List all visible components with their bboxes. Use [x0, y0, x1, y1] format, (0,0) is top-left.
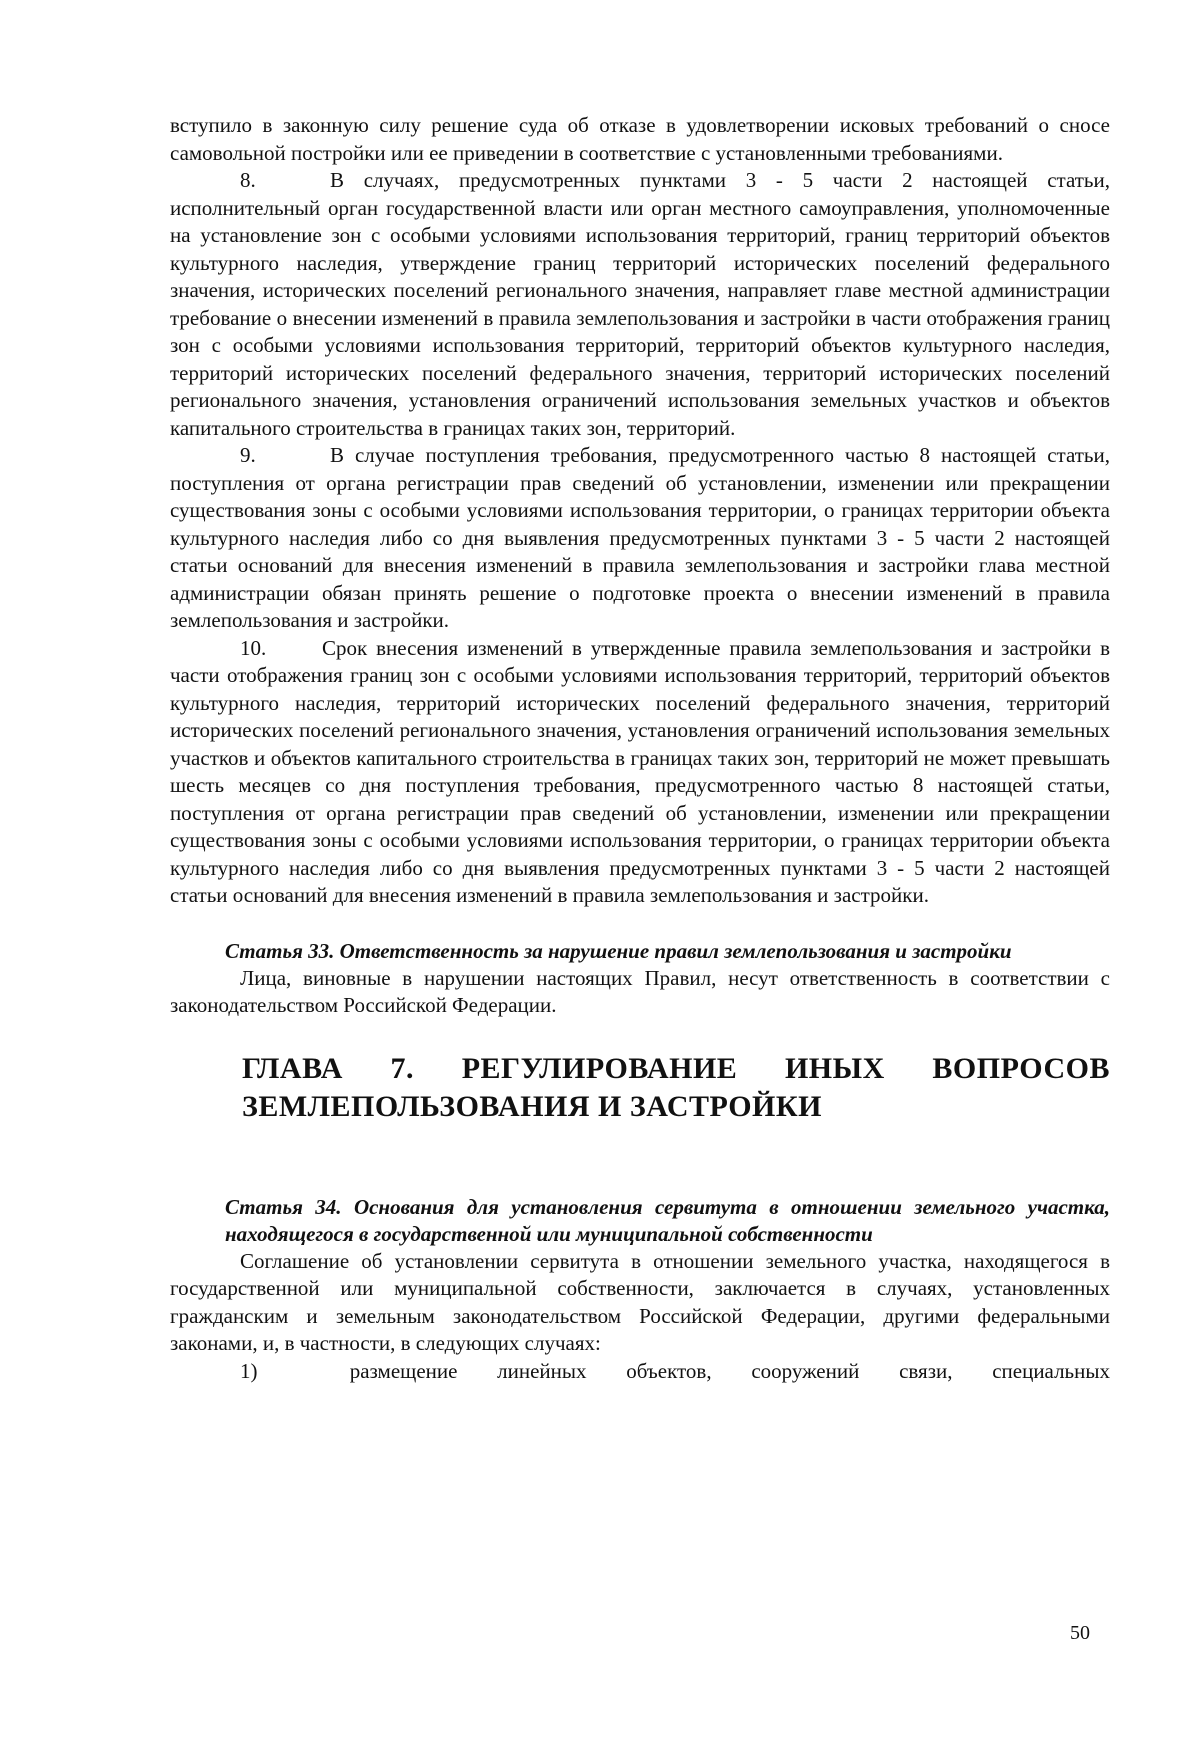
- chapter-word: ИНЫХ: [784, 1051, 885, 1085]
- item-word: линейных: [497, 1358, 587, 1383]
- article-34-text: Соглашение об установлении сервитута в отношении земельного участка, находящегося в государственной или муниципальной собственности, заключается в случаях, установленных гражданским и земельным законодательством Российской Федерации, другими федеральными законами, и, в частности, в следующих случаях:: [170, 1248, 1110, 1355]
- chapter-heading-line-2: ЗЕМЛЕПОЛЬЗОВАНИЯ И ЗАСТРОЙКИ: [242, 1089, 822, 1123]
- paragraph-continuation: вступило в законную силу решение суда об отказе в удовлетворении исковых требований о сносе самовольной постройки или ее приведении в соответствие с установленными требованиями.: [170, 113, 1110, 165]
- item-word: объектов,: [626, 1358, 712, 1383]
- article-33-title: Статья 33. Ответственность за нарушение правил землепользования и застройки: [225, 938, 1012, 963]
- item-word: специальных: [992, 1358, 1110, 1383]
- document-page: [170, 112, 1110, 1385]
- item-word: размещение: [349, 1358, 458, 1383]
- numbered-item-9: [170, 442, 1110, 635]
- item-text: В случае поступления требования, предусмотренного частью 8 настоящей статьи, поступления от органа регистрации прав сведений об установлении, изменении или прекращении существования зоны с особыми условиями использования территории, о границах территории объекта культурного наследия либо со дня выявления предусмотренных пунктами 3 - 5 части 2 настоящей статьи оснований для внесения изменений в правила землепользования и застройки глава местной администрации обязан принять решение о подготовке проекта о внесении изменений в правила землепользования и застройки.: [170, 443, 1110, 632]
- item-number: 9.: [240, 443, 256, 467]
- item-word: сооружений: [751, 1358, 860, 1383]
- chapter-word: РЕГУЛИРОВАНИЕ: [461, 1051, 738, 1085]
- chapter-word: 7.: [390, 1051, 415, 1085]
- item-number: 1): [240, 1358, 258, 1383]
- item-number: 8.: [240, 168, 256, 192]
- numbered-item-10: [170, 635, 1110, 910]
- chapter-word: ГЛАВА: [242, 1051, 343, 1085]
- chapter-word: ВОПРОСОВ: [932, 1051, 1110, 1085]
- chapter-heading-line-1: [242, 1050, 1110, 1088]
- item-text: В случаях, предусмотренных пунктами 3 - 5 части 2 настоящей статьи, исполнительный орган государственной власти или орган местного самоуправления, уполномоченные на установление зон с особыми условиями использования территорий, границ территорий объектов культурного наследия, утверждение границ территорий исторических поселений федерального значения, исторических поселений регионального значения, направляет главе местной администрации требование о внесении изменений в правила землепользования и застройки в части отображения границ зон с особыми условиями использования территорий, территорий объектов культурного наследия, территорий исторических поселений федерального значения, территорий исторических поселений регионального значения, установления ограничений использования земельных участков и объектов капитального строительства в границах таких зон, территорий.: [170, 168, 1110, 440]
- article-34-title: Статья 34. Основания для установления сервитута в отношении земельного участка, находящегося в государственной или муниципальной собственности: [225, 1194, 1110, 1246]
- page-number: 50: [1070, 1622, 1090, 1644]
- numbered-item-8: [170, 167, 1110, 442]
- item-number: 10.: [240, 635, 267, 660]
- article-34-item-1: [170, 1358, 1110, 1386]
- item-text: Срок внесения изменений в утвержденные правила землепользования и застройки в части отображения границ зон с особыми условиями использования территорий, территорий объектов культурного наследия, территорий исторических поселений федерального значения, территорий исторических поселений регионального значения, установления ограничений использования земельных участков и объектов капитального строительства в границах таких зон, территорий не может превышать шесть месяцев со дня поступления требования, предусмотренного частью 8 настоящей статьи, поступления от органа регистрации прав сведений об установлении, изменении или прекращении существования зоны с особыми условиями использования территории, о границах территории объекта культурного наследия либо со дня выявления предусмотренных пунктами 3 - 5 части 2 настоящей статьи оснований для внесения изменений в правила землепользования и застройки.: [170, 635, 1110, 907]
- article-33-text: Лица, виновные в нарушении настоящих Правил, несут ответственность в соответствии с законодательством Российской Федерации.: [170, 965, 1110, 1017]
- item-word: связи,: [899, 1358, 953, 1383]
- chapter-7-heading: [242, 1050, 1110, 1126]
